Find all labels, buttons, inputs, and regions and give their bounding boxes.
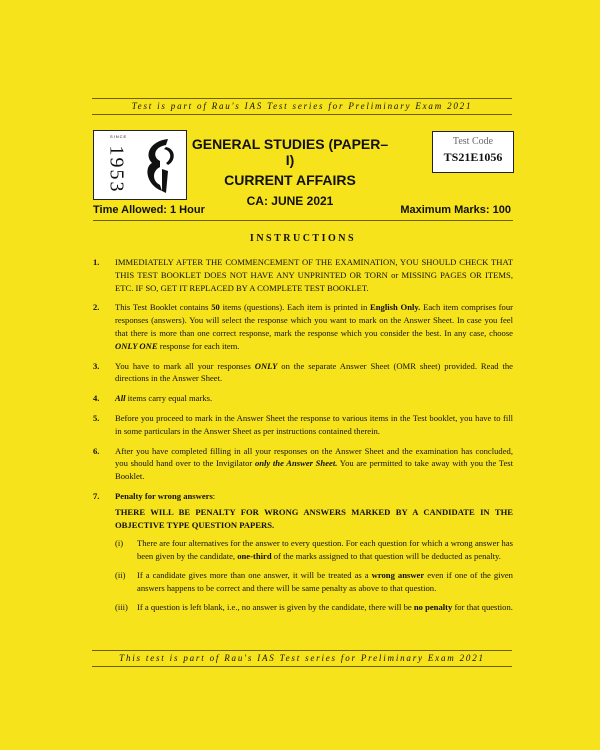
maximum-marks: Maximum Marks: 100 <box>400 204 511 216</box>
instruction-item: 3. You have to mark all your responses ONLY on the separate Answer Sheet (OMR sheet) provided. Read the directions in the Answer Sheet. <box>93 360 513 384</box>
title-block <box>190 136 390 208</box>
subject-title: CURRENT AFFAIRS <box>224 172 356 188</box>
instructions-heading: INSTRUCTIONS <box>249 233 357 244</box>
instruction-item: 5. Before you proceed to mark in the Answer Sheet the response to various items in the Test booklet, you have to fill in some particulars in the Answer Sheet as per instructions contained therein. <box>93 412 513 436</box>
test-code-box <box>432 131 514 173</box>
logo <box>93 130 187 200</box>
penalty-sub-item: (iii) If a question is left blank, i.e., no answer is given by the candidate, there will be no penalty for that question. <box>115 601 513 612</box>
logo-since: SINCE <box>110 134 128 139</box>
logo-year: 1953 <box>105 145 128 194</box>
logo-emblem-icon <box>138 135 182 195</box>
edition-title: CA: JUNE 2021 <box>246 194 334 208</box>
exam-meta-row <box>93 204 513 221</box>
penalty-sub-item: (i) There are four alternatives for the answer to every question. For each question for which a wrong answer has been given by the candidate, one-third of the marks assigned to that question will be deducted as penalty. <box>115 538 513 562</box>
instruction-item: 6. After you have completed filling in all your responses on the Answer Sheet and the examination has concluded, you should hand over to the Invigilator only the Answer Sheet. You are permitted to take away with you the Test Booklet. <box>93 445 513 482</box>
time-allowed: Time Allowed: 1 Hour <box>93 204 205 216</box>
test-code-value: TS21E1056 <box>443 150 503 164</box>
instructions-list <box>93 256 513 620</box>
footer-banner: This test is part of Rau's IAS Test series for Preliminary Exam 2021 <box>92 650 512 667</box>
penalty-sub-item: (ii) If a candidate gives more than one answer, it will be treated as a wrong answer even if one of the given answers happens to be correct and there will be same penalty as above to that question. <box>115 569 513 593</box>
header-banner: Test is part of Rau's IAS Test series for Preliminary Exam 2021 <box>92 98 512 115</box>
instruction-item: 2. This Test Booklet contains 50 items (questions). Each item is printed in English Only. Each item comprises four responses (answers). You will select the response which you want to mark on the Answer Sheet. In case you feel that there is more than one correct response, mark the response which you consider the best. In any case, choose ONLY ONE response for each item. <box>93 302 513 351</box>
test-code-label: Test Code <box>452 136 494 147</box>
instruction-item-penalty: 7. Penalty for wrong answers: THERE WILL BE PENALTY FOR WRONG ANSWERS MARKED BY A CANDIDATE IN THE OBJECTIVE TYPE QUESTION PAPERS. (i) There are four alternatives for the answer to every question. For each question for which a wrong answer has been given by the candidate, one-third of the marks assigned to that question will be deducted as penalty. (ii) If a candidate gives more than one answer, it will be treated as a wrong answer even if one of the given answers happens to be correct and there will be same penalty as above to that question. (iii) If a question is left blank, i.e., no answer is given by the candidate, there will be no penalty for that question. <box>93 490 513 612</box>
paper-title: GENERAL STUDIES (PAPER–I) <box>191 136 389 168</box>
penalty-notice: THERE WILL BE PENALTY FOR WRONG ANSWERS MARKED BY A CANDIDATE IN THE OBJECTIVE TYPE QUESTION PAPERS. <box>115 506 513 530</box>
instruction-item: 4. All items carry equal marks. <box>93 393 213 404</box>
instruction-item: 1. IMMEDIATELY AFTER THE COMMENCEMENT OF THE EXAMINATION, YOU SHOULD CHECK THAT THIS TEST BOOKLET DOES NOT HAVE ANY UNPRINTED OR TORN or MISSING PAGES OR ITEMS, ETC. IF SO, GET IT REPLACED BY A COMPLETE TEST BOOKLET. <box>93 257 513 293</box>
